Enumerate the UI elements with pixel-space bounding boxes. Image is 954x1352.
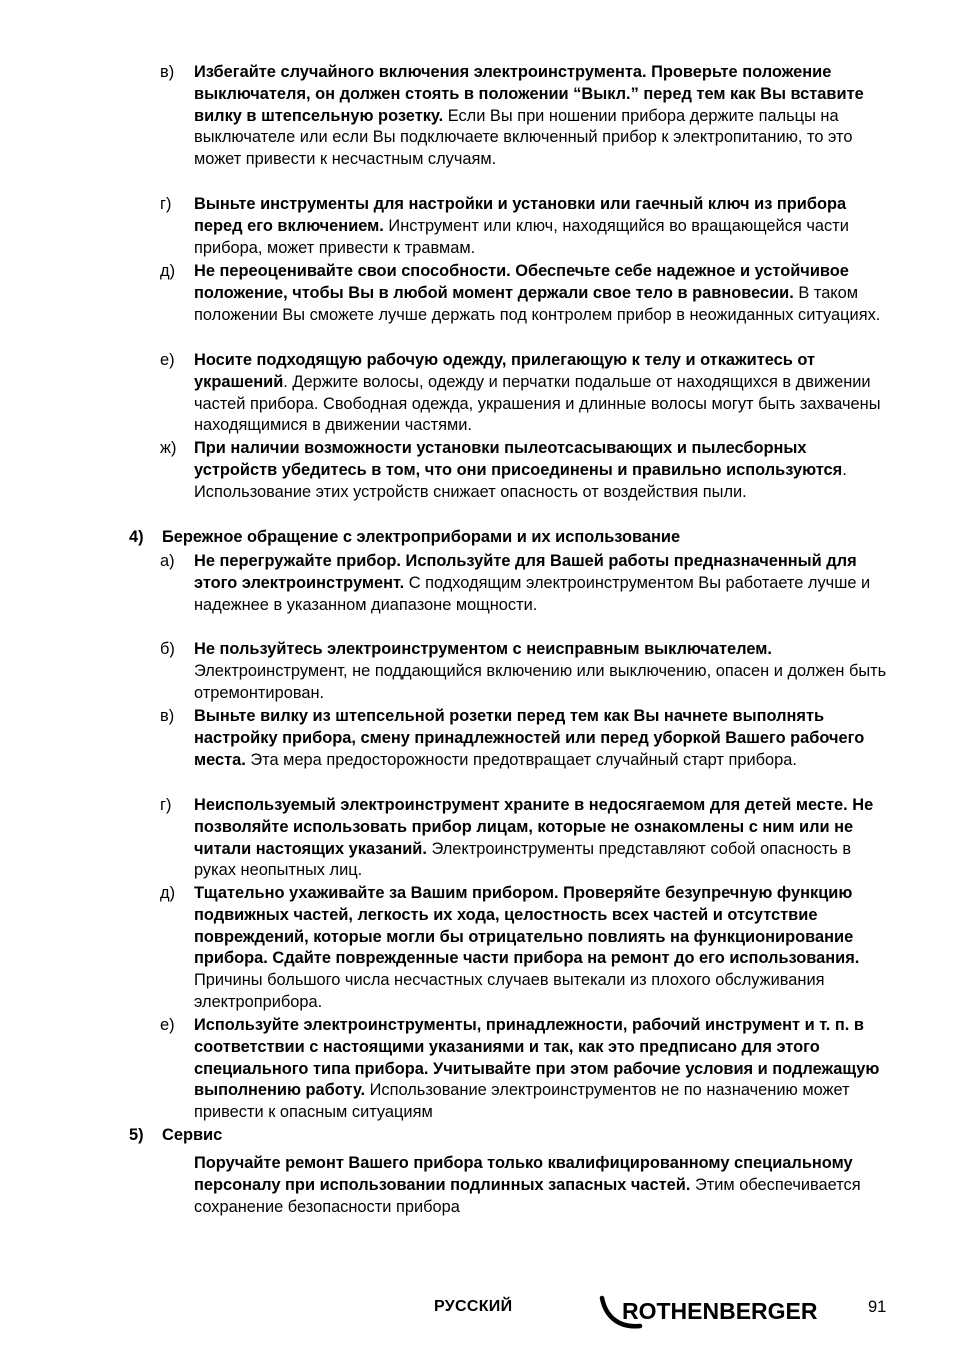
service-paragraph bbox=[194, 1153, 894, 1218]
section-title: Сервис bbox=[162, 1126, 223, 1144]
item-bold-text: Неиспользуемый электроинструмент храните в недосягаемом для детей месте. Не позволяйте использовать прибор лицам, которые не ознакомлены с ним или не читали настоящих указаний. bbox=[194, 796, 874, 858]
section-number: 5) bbox=[129, 1126, 144, 1144]
item-bold-text: Выньте вилку из штепсельной розетки перед тем как Вы начнете выполнять настройку прибора, смену принадлежностей или перед уборкой Вашего рабочего места. bbox=[194, 707, 865, 769]
item-marker: е) bbox=[160, 351, 175, 369]
item-marker: б) bbox=[160, 640, 175, 658]
item-text: Использование электроинструментов не по назначению может привести к опасным ситуациям bbox=[194, 1081, 850, 1122]
rothenberger-logo bbox=[596, 1292, 836, 1332]
item-text: Причины большого числа несчастных случаев вытекали из плохого обслуживания электроприбора. bbox=[194, 971, 825, 1011]
item-bold-text: Используйте электроинструменты, принадлежности, рабочий инструмент и т. п. в соответствии с настоящими указаниями и так, как это предписано для этого специального типа прибора. Учитывайте при этом рабочие условия и подлежащую выполнению работу. bbox=[194, 1016, 880, 1100]
svg-text:ROTHENBERGER: ROTHENBERGER bbox=[622, 1298, 818, 1324]
item-marker: а) bbox=[160, 552, 175, 570]
item-marker: ж) bbox=[160, 439, 177, 457]
item-text: Если Вы при ношении прибора держите пальцы на выключателе или если Вы подключаете включенный прибор к электропитанию, то это может привести к несчастным случаям. bbox=[194, 106, 853, 169]
item-text: Эта мера предосторожности предотвращает случайный старт прибора. bbox=[245, 750, 797, 769]
item-marker: е) bbox=[160, 1016, 175, 1034]
item-text: С подходящим электроинструментом Вы работаете лучше и надежнее в указанном диапазоне мощности. bbox=[194, 573, 871, 614]
footer-language: РУССКИЙ bbox=[434, 1298, 513, 1315]
item-text: . Использование этих устройств снижает опасность от воздействия пыли. bbox=[194, 460, 847, 501]
item-bold-text: Избегайте случайного включения электроинструмента. Проверьте положение выключателя, он должен стоять в положении “Выкл.” перед тем как Вы вставите вилку в штепсельную розетку. bbox=[194, 63, 864, 125]
section-number: 4) bbox=[129, 528, 144, 546]
item-marker: г) bbox=[160, 195, 172, 213]
item-marker: г) bbox=[160, 796, 172, 814]
page-number: 91 bbox=[868, 1298, 887, 1316]
item-bold-text: Носите подходящую рабочую одежду, прилегающую к телу и откажитесь от украшений bbox=[194, 351, 816, 391]
item-text: Электроинструмент, не поддающийся включению или выключению, опасен и должен быть отремонтирован. bbox=[194, 661, 887, 702]
item-bold-text: Не пользуйтесь электроинструментом с неисправным выключателем. bbox=[194, 640, 772, 658]
item-marker: в) bbox=[160, 63, 175, 81]
item-text: Электроинструменты представляют собой опасность в руках неопытных лиц. bbox=[194, 839, 852, 880]
item-text: Инструмент или ключ, находящийся во вращающейся части прибора, может привести к травмам. bbox=[194, 216, 849, 257]
item-bold-text: Не переоценивайте свои способности. Обеспечьте себе надежное и устойчивое положение, чтобы Вы в любой момент держали свое тело в равновесии. bbox=[194, 262, 849, 302]
item-marker: д) bbox=[160, 262, 176, 280]
item-text: В таком положении Вы сможете лучше держать под контролем прибор в неожиданных ситуациях. bbox=[194, 283, 881, 324]
service-bold-text: Поручайте ремонт Вашего прибора только квалифицированному специальному персоналу при использовании подлинных запасных частей. bbox=[194, 1154, 853, 1194]
service-text: Этим обеспечивается сохранение безопасности прибора bbox=[194, 1175, 861, 1216]
item-bold-text: Тщательно ухаживайте за Вашим прибором. Проверяйте безупречную функцию подвижных частей, легкость их хода, целостность всех частей и отсутствие повреждений, которые могли бы отрицательно повлиять на функционирование прибора. Сдайте поврежденные части прибора на ремонт до его использования. bbox=[194, 884, 860, 968]
item-bold-text: Не перегружайте прибор. Используйте для Вашей работы предназначенный для этого электроинструмент. bbox=[194, 552, 857, 592]
item-marker: д) bbox=[160, 884, 176, 902]
item-bold-text: При наличии возможности установки пылеотсасывающих и пылесборных устройств убедитесь в том, что они присоединены и правильно используются bbox=[194, 439, 843, 479]
item-marker: в) bbox=[160, 707, 175, 725]
item-bold-text: Выньте инструменты для настройки и установки или гаечный ключ из прибора перед его включением. bbox=[194, 195, 847, 235]
section-title: Бережное обращение с электроприборами и их использование bbox=[162, 528, 681, 546]
item-text: . Держите волосы, одежду и перчатки подальше от находящихся в движении частей прибора. Свободная одежда, украшения и длинные волосы могут быть захвачены находящимися в движении частями. bbox=[194, 372, 881, 435]
